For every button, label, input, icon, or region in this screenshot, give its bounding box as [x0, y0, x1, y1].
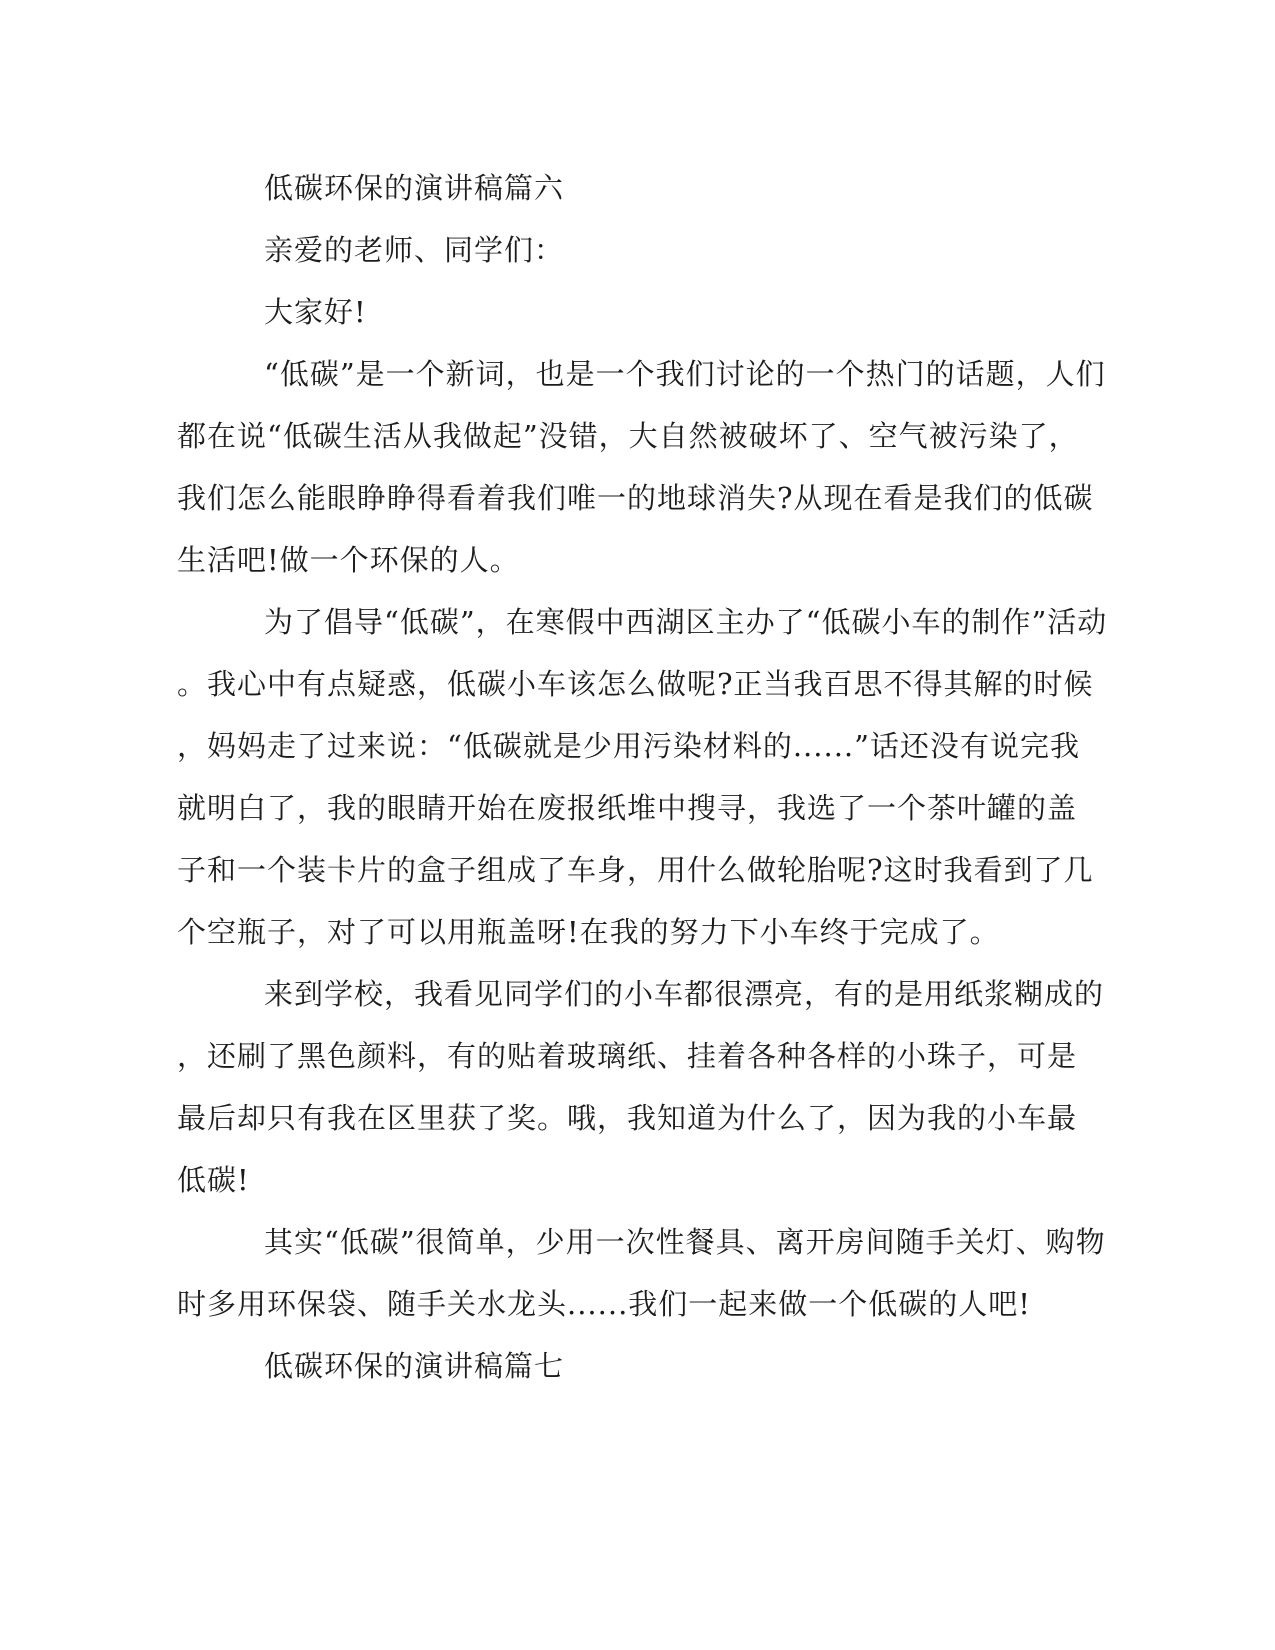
- document-body: [177, 157, 1108, 1397]
- text-line: 时多用环保袋、随手关水龙头......我们一起来做一个低碳的人吧!: [177, 1287, 1031, 1321]
- text-line: 来到学校，我看见同学们的小车都很漂亮，有的是用纸浆糊成的: [264, 977, 1105, 1011]
- text-line: 都在说“低碳生活从我做起”没错，大自然被破坏了、空气被污染了，: [177, 419, 1079, 453]
- text-line: 我们怎么能眼睁睁得看着我们唯一的地球消失?从现在看是我们的低碳: [177, 481, 1094, 515]
- text-line: “低碳”是一个新词，也是一个我们讨论的一个热门的话题，人们: [264, 357, 1106, 391]
- text-line: 大家好!: [264, 295, 367, 329]
- text-line: 亲爱的老师、同学们：: [264, 233, 565, 267]
- text-line: 个空瓶子，对了可以用瓶盖呀!在我的努力下小车终于完成了。: [177, 915, 1000, 949]
- text-line: ，妈妈走了过来说：“低碳就是少用污染材料的......”话还没有说完我: [177, 729, 1080, 763]
- text-line: 。我心中有点疑惑，低碳小车该怎么做呢?正当我百思不得其解的时候: [177, 667, 1094, 701]
- text-line: 最后却只有我在区里获了奖。哦，我知道为什么了，因为我的小车最: [177, 1101, 1078, 1135]
- text-line: 生活吧!做一个环保的人。: [177, 543, 520, 577]
- text-line: 低碳!: [177, 1163, 250, 1197]
- text-line: 低碳环保的演讲稿篇六: [264, 171, 565, 205]
- text-line: 为了倡导“低碳”，在寒假中西湖区主办了“低碳小车的制作”活动: [264, 605, 1108, 639]
- text-line: 其实“低碳”很简单，少用一次性餐具、离开房间随手关灯、购物: [264, 1225, 1106, 1259]
- text-line: 就明白了，我的眼睛开始在废报纸堆中搜寻，我选了一个茶叶罐的盖: [177, 791, 1078, 825]
- text-line: 低碳环保的演讲稿篇七: [264, 1349, 565, 1383]
- text-line: 子和一个装卡片的盒子组成了车身，用什么做轮胎呢?这时我看到了几: [177, 853, 1094, 887]
- text-line: ，还刷了黑色颜料，有的贴着玻璃纸、挂着各种各样的小珠子，可是: [177, 1039, 1078, 1073]
